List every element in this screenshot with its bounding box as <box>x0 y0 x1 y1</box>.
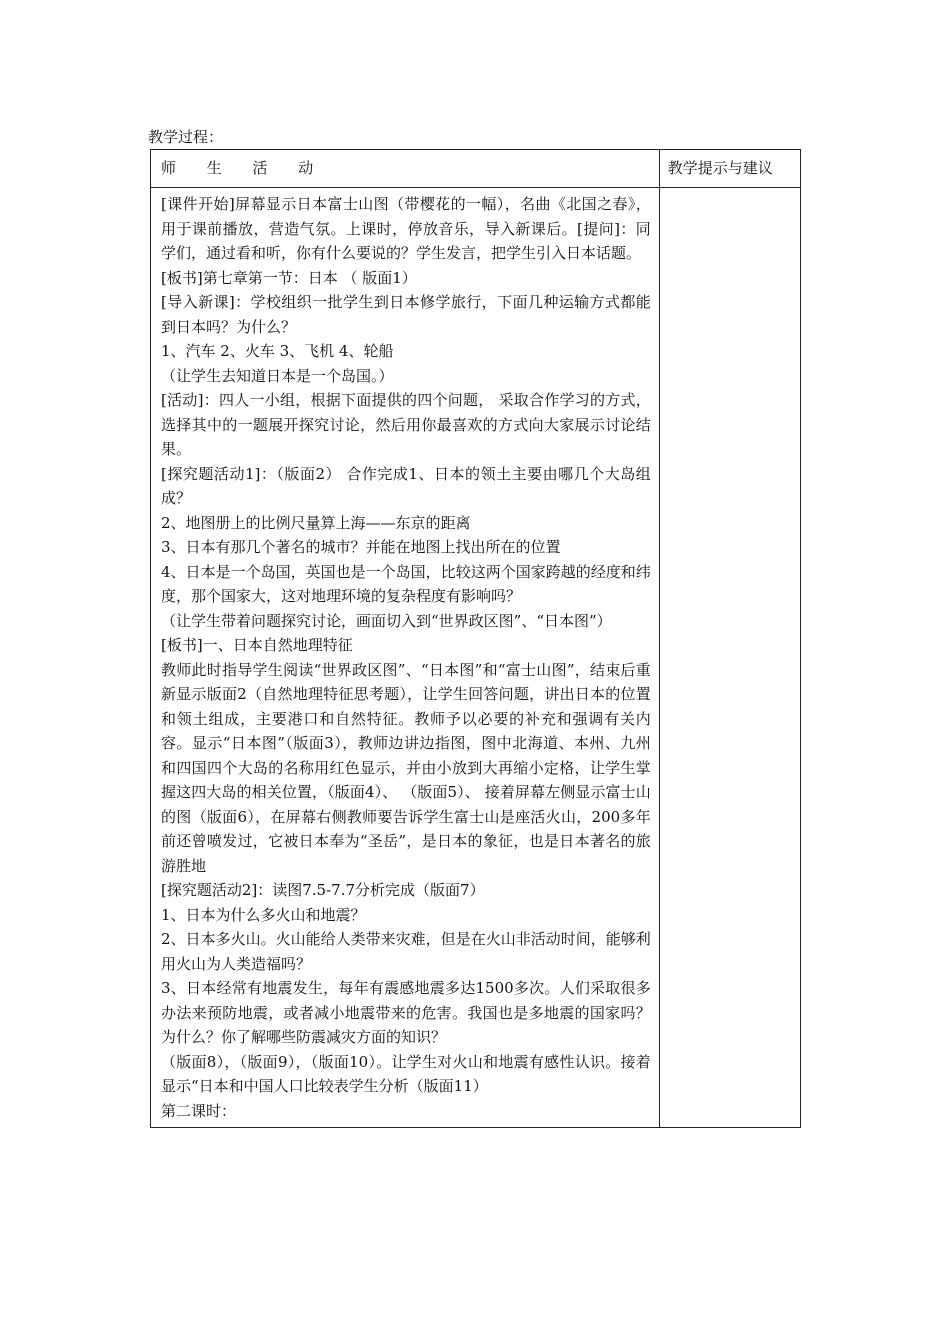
paragraph: 3、日本有那几个著名的城市？并能在地图上找出所在的位置 <box>161 538 561 556</box>
paragraph: 第二课时： <box>161 1101 237 1120</box>
paragraph: 1、汽车 2、火车 3、飞机 4、轮船 <box>161 342 394 360</box>
teaching-tips-cell <box>659 188 800 1128</box>
paragraph: [探究题活动1]：（版面2） 合作完成1、日本的领土主要由哪几个大岛组成？ <box>161 464 651 507</box>
table-header-row <box>151 150 801 188</box>
activity-content-cell <box>151 188 660 1128</box>
paragraph: 教师此时指导学生阅读“世界政区图”、“日本图”和“富士山图”，结束后重新显示版面2（自然地理特征思考题），让学生回答问题，讲出日本的位置和领土组成，主要港口和自然特征。教师予以必要的补充和强调有关内容。显示“日本图”（版面3），教师边讲边指图，图中北海道、本州、九州和四国四个大岛的名称用红色显示，并由小放到大再缩小定格，让学生掌握这四大岛的相关位置，（版面4）、 （版面5）、 接着屏幕左侧显示富士山的图（版面6），在屏幕右侧教师要告诉学生富士山是座活火山，200多年前还曾喷发过，它被日本奉为“圣岳”，是日本的象征，也是日本著名的旅游胜地 <box>161 660 651 875</box>
paragraph: 4、日本是一个岛国，英国也是一个岛国，比较这两个国家跨越的经度和纬度，那个国家大，这对地理环境的复杂程度有影响吗？ <box>161 562 651 605</box>
paragraph: [板书]第七章第一节：日本 （ 版面1） <box>161 268 417 287</box>
paragraph: （版面8），（版面9），（版面10）。让学生对火山和地震有感性认识。接着显示“日本和中国人口比较表学生分析（版面11） <box>161 1052 651 1095</box>
paragraph: [活动]：四人一小组，根据下面提供的四个问题， 采取合作学习的方式，选择其中的一题展开探究讨论，然后用你最喜欢的方式向大家展示讨论结果。 <box>161 391 651 458</box>
table-body-row <box>151 188 801 1128</box>
paragraph: （让学生带着问题探究讨论，画面切入到“世界政区图”、“日本图”） <box>161 611 612 630</box>
paragraph: 3、日本经常有地震发生，每年有震感地震多达1500多次。人们采取很多办法来预防地震，或者减小地震带来的危害。我国也是多地震的国家吗？为什么？你了解哪些防震减灾方面的知识？ <box>161 979 651 1046</box>
paragraph: [板书]一、日本自然地理特征 <box>161 636 353 654</box>
header-teacher-student-activity: 师 生 活 动 <box>151 150 660 188</box>
header-teaching-tips: 教学提示与建议 <box>659 150 800 188</box>
paragraph: [导入新课]：学校组织一批学生到日本修学旅行，下面几种运输方式都能到日本吗？为什么？ <box>161 293 651 336</box>
paragraph: 1、日本为什么多火山和地震？ <box>161 905 366 924</box>
paragraph: 2、日本多火山。火山能给人类带来灾难，但是在火山非活动时间，能够利用火山为人类造福吗？ <box>161 930 651 973</box>
section-heading: 教学过程： <box>148 128 224 146</box>
paragraph: 2、地图册上的比例尺量算上海——东京的距离 <box>161 513 471 532</box>
paragraph: （让学生去知道日本是一个岛国。） <box>161 366 394 385</box>
paragraph: [探究题活动2]：读图7.5-7.7分析完成（版面7） <box>161 881 485 899</box>
lesson-table <box>150 149 801 1128</box>
paragraph: [课件开始]屏幕显示日本富士山图（带樱花的一幅），名曲《北国之春》，用于课前播放，营造气氛。上课时，停放音乐，导入新课后。[提问]：同学们，通过看和听，你有什么要说的？学生发言，把学生引入日本话题。 <box>161 195 651 262</box>
